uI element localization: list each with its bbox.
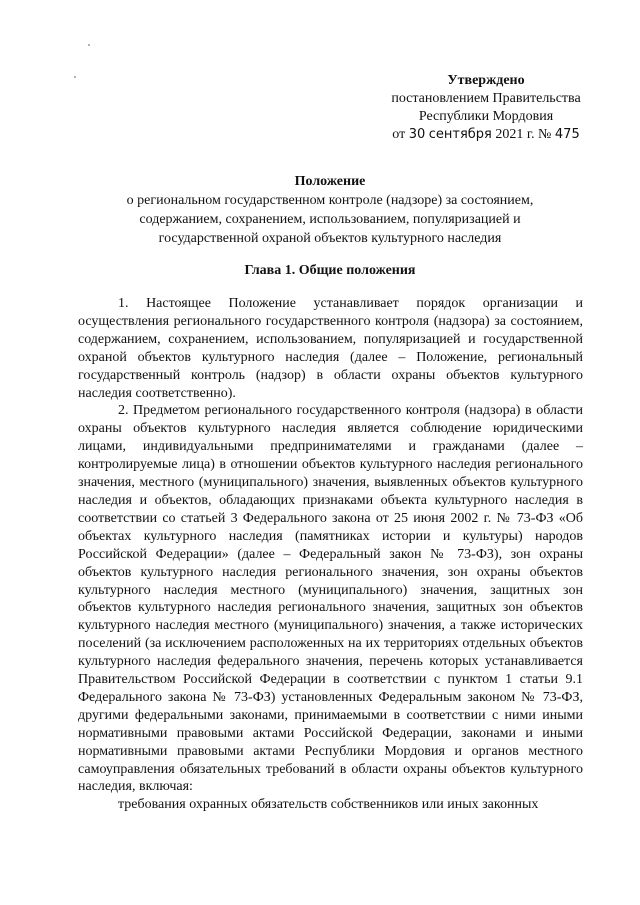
date-prefix: от — [392, 127, 406, 142]
approval-title: Утверждено — [447, 73, 525, 88]
heading-line: содержанием, сохранением, использованием, популяризацией и — [139, 212, 521, 227]
heading-line: о региональном государственном контроле (надзоре) за состоянием, — [126, 193, 534, 208]
date-day: 30 — [408, 127, 426, 142]
body-text — [78, 295, 583, 814]
scan-speck — [88, 44, 90, 46]
paragraph: 2. Предметом регионального государственного контроля (надзора) в области охраны объектов культурного наследия является соблюдение юридическими лицами, индивидуальными предпринимателями и гражданами (далее – контролируемые лица) в отношении объектов культурного наследия регионального значения, местного (муниципального) значения, выявленных объектов культурного наследия и объектов, обладающих признаками объекта культурного наследия в соответствии со статьей 3 Федерального закона от 25 июня 2002 г. № 73-ФЗ «Об объектах культурного наследия (памятниках истории и культуры) народов Российской Федерации» (далее – Федеральный закон № 73-ФЗ), зон охраны объектов культурного наследия регионального значения, зон охраны объектов культурного наследия местного (муниципального) значения, защитных зон объектов культурного наследия регионального значения, защитных зон объектов культурного наследия местного (муниципального) значения, а также исторических поселений (за исключением расположенных на их территориях отдельных объектов культурного наследия федерального значения, перечень которых устанавливается Правительством Российской Федерации в соответствии с пунктом 1 статьи 9.1 Федерального закона № 73-ФЗ) установленных Федеральным законом № 73-ФЗ, другими федеральными законами, принимаемыми в соответствии с ними иными нормативными правовыми актами Российской Федерации, законами и иными нормативными правовыми актами Республики Мордовия и органов местного самоуправления обязательных требований в области охраны объектов культурного наследия, включая: — [78, 403, 583, 795]
heading-line: государственной охраной объектов культурного наследия — [158, 231, 502, 246]
document-heading — [80, 172, 580, 248]
chapter-title: Глава 1. Общие положения — [244, 263, 416, 278]
approval-line: постановлением Правительства — [391, 91, 581, 106]
date-number: 475 — [554, 127, 580, 142]
approval-date — [366, 126, 606, 144]
document-title: Положение — [294, 174, 366, 189]
date-month: сентября — [428, 127, 492, 142]
paragraph: 1. Настоящее Положение устанавливает порядок организации и осуществления регионального государственного контроля (надзора) за состоянием, содержанием, сохранением, использованием, популяризацией и государственной охраной объектов культурного наследия (далее – Положение, региональный государственный контроль (надзор) в области охраны объектов культурного наследия соответственно). — [78, 296, 583, 401]
scan-speck — [74, 76, 76, 78]
approval-line: Республики Мордовия — [418, 109, 554, 124]
paragraph: требования охранных обязательств собственников или иных законных — [118, 797, 539, 813]
date-year: 2021 г. № — [495, 127, 552, 142]
approval-block — [366, 72, 606, 144]
